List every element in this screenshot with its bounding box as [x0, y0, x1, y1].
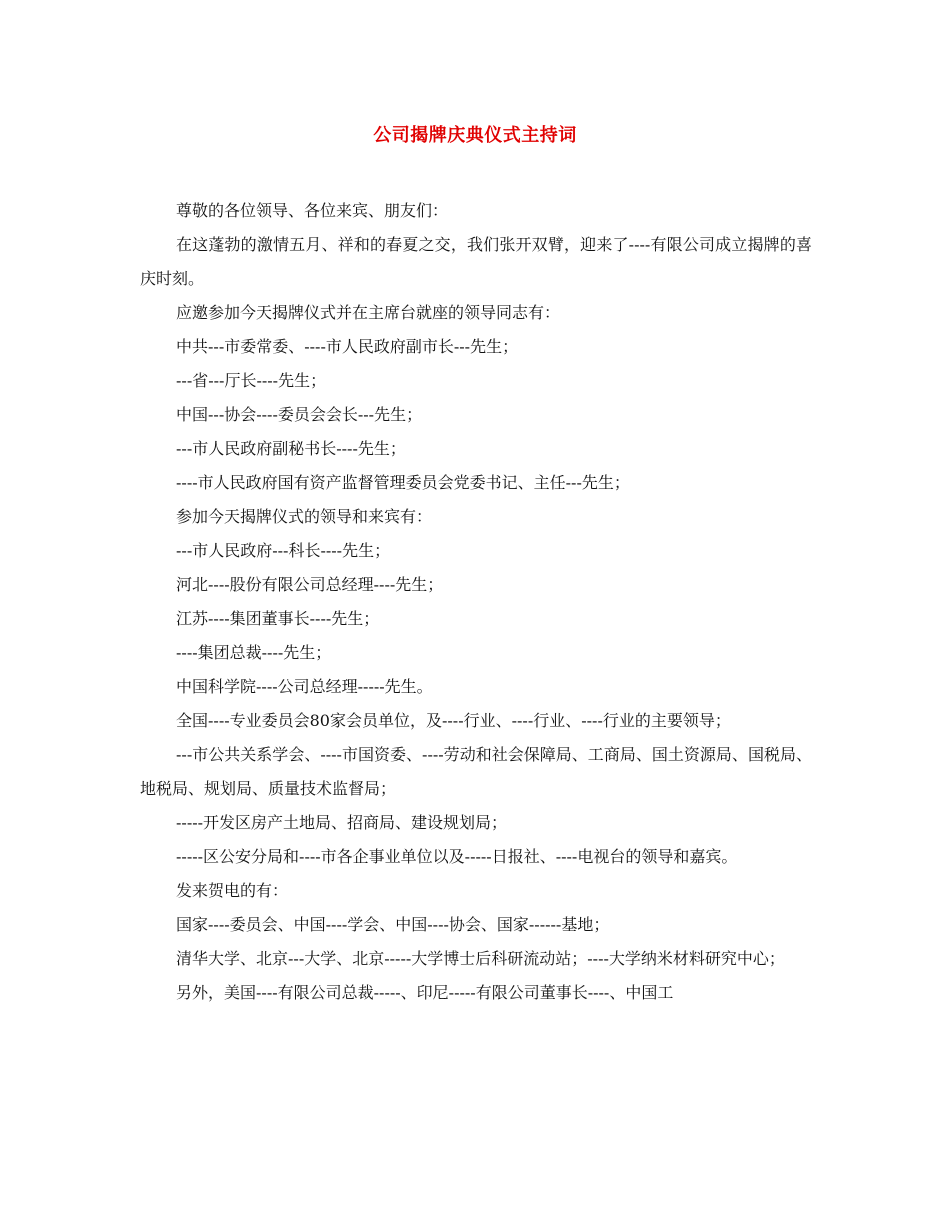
paragraph: ----集团总裁----先生； [176, 643, 332, 662]
paragraph: ---省---厅长----先生； [176, 371, 327, 390]
paragraph: 中国---协会----委员会会长---先生； [176, 405, 423, 424]
paragraph: 中国科学院----公司总经理-----先生。 [176, 677, 433, 696]
paragraph: 另外，美国----有限公司总裁-----、印尼-----有限公司董事长----、中国工 [176, 983, 674, 1002]
paragraph: 应邀参加今天揭牌仪式并在主席台就座的领导同志有： [176, 303, 561, 322]
document-title: 公司揭牌庆典仪式主持词 [373, 125, 577, 146]
paragraph: -----开发区房产土地局、招商局、建设规划局； [176, 813, 508, 832]
paragraph: 全国----专业委员会80家会员单位，及----行业、----行业、----行业的主要领导； [176, 711, 731, 730]
paragraph: 江苏----集团董事长----先生； [176, 609, 380, 628]
paragraph: -----区公安分局和----市各企事业单位以及-----日报社、----电视台的领导和嘉宾。 [176, 847, 738, 866]
paragraph: 中共---市委常委、----市人民政府副市长---先生； [176, 337, 519, 356]
document-body [140, 194, 812, 1010]
paragraph: 参加今天揭牌仪式的领导和来宾有： [176, 507, 433, 526]
paragraph: ---市人民政府---科长----先生； [176, 541, 391, 560]
paragraph: ----市人民政府国有资产监督管理委员会党委书记、主任---先生； [176, 473, 630, 492]
paragraph: 在这蓬勃的激情五月、祥和的春夏之交，我们张开双臂，迎来了----有限公司成立揭牌的喜庆时刻。 [140, 235, 812, 288]
paragraph: 清华大学、北京---大学、北京-----大学博士后科研流动站；----大学纳米材料研究中心； [176, 949, 785, 968]
paragraph: 河北----股份有限公司总经理----先生； [176, 575, 444, 594]
paragraph: 国家----委员会、中国----学会、中国----协会、国家------基地； [176, 915, 610, 934]
paragraph: 发来贺电的有： [176, 881, 289, 900]
paragraph: ---市人民政府副秘书长----先生； [176, 439, 406, 458]
paragraph: 尊敬的各位领导、各位来宾、朋友们： [176, 201, 449, 220]
paragraph: ---市公共关系学会、----市国资委、----劳动和社会保障局、工商局、国土资源局、国税局、地税局、规划局、质量技术监督局； [140, 745, 812, 798]
